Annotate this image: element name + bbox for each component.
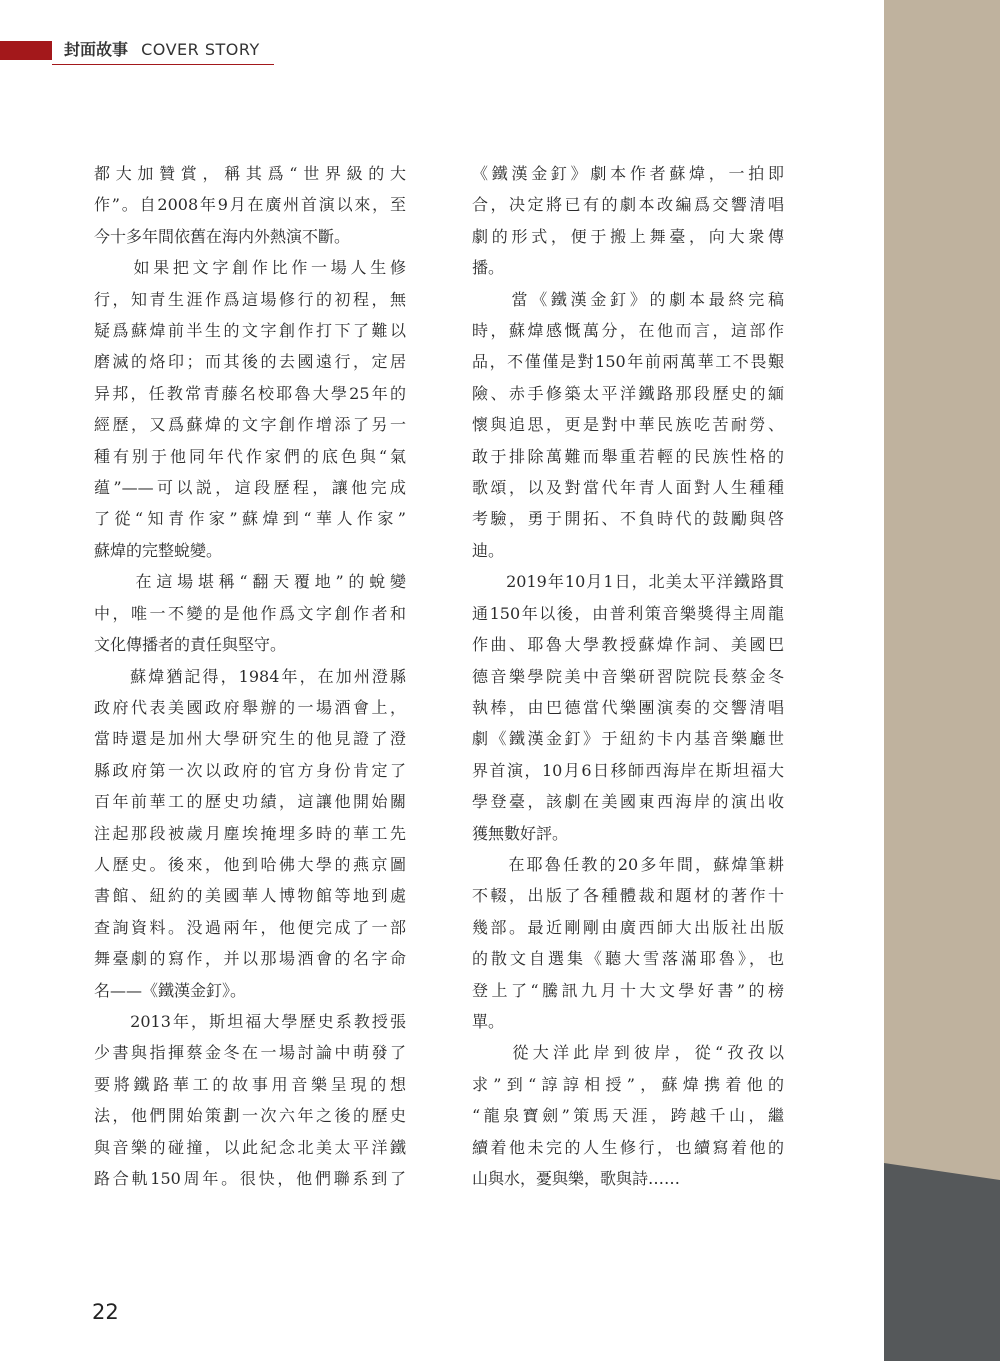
text-line: 在耶魯任教的20多年間，蘇煒筆耕 bbox=[472, 854, 784, 874]
text-line: 續着他未完的人生修行，也續寫着他的 bbox=[472, 1137, 784, 1157]
header-accent-bar bbox=[0, 41, 52, 60]
text-line: 山與水，憂與樂，歌與詩…… bbox=[472, 1169, 681, 1188]
text-line: 劇的形式，便于搬上舞臺，向大衆傳 bbox=[472, 226, 784, 246]
text-line: 求”到“諄諄相授”，蘇煒携着他的 bbox=[472, 1074, 784, 1094]
text-line: 都大加贊賞，稱其爲“世界級的大 bbox=[94, 164, 406, 183]
text-line: 合，决定將已有的劇本改編爲交響清唱 bbox=[472, 195, 784, 215]
text-line: 界首演，10月6日移師西海岸在斯坦福大 bbox=[472, 760, 784, 780]
text-line: 種有别于他同年代作家們的底色與“氣 bbox=[94, 446, 406, 466]
text-line: 查詢資料。没過兩年，他便完成了一部 bbox=[94, 917, 406, 937]
text-line: 名——《鐵漢金釘》。 bbox=[94, 980, 247, 1000]
text-line: 路合軌150周年。很快，他們聯系到了 bbox=[94, 1169, 406, 1188]
text-line: 《鐵漢金釘》劇本作者蘇煒，一拍即 bbox=[472, 164, 784, 183]
text-line: 2019年10月1日，北美太平洋鐵路貫 bbox=[472, 572, 784, 592]
text-line: 縣政府第一次以政府的官方身份肯定了 bbox=[94, 760, 406, 780]
text-line: 迪。 bbox=[472, 540, 505, 560]
article-column-left bbox=[94, 158, 406, 1194]
text-line: 百年前華工的歷史功績，這讓他開始關 bbox=[94, 792, 406, 812]
text-line: 劇《鐵漢金釘》于紐約卡内基音樂廳世 bbox=[472, 729, 784, 749]
text-line: 磨滅的烙印；而其後的去國遠行，定居 bbox=[94, 352, 406, 372]
text-line: 文化傳播者的責任與堅守。 bbox=[94, 635, 287, 655]
text-line: 作”。自2008年9月在廣州首演以來，至 bbox=[94, 195, 406, 215]
text-line: 登上了“騰訊九月十大文學好書”的榜 bbox=[472, 980, 784, 1000]
side-decoration-shape bbox=[884, 0, 1000, 1361]
text-line: 時，蘇煒感慨萬分，在他而言，這部作 bbox=[472, 321, 784, 341]
text-line: 當《鐵漢金釘》的劇本最終完稿 bbox=[472, 289, 784, 309]
text-line: 通150年以後，由普利策音樂獎得主周龍 bbox=[472, 603, 784, 623]
side-dark-wedge bbox=[884, 1163, 1000, 1361]
text-line: 德音樂學院美中音樂研習院院長蔡金冬 bbox=[472, 666, 784, 686]
text-line: 作曲、耶魯大學教授蘇煒作詞、美國巴 bbox=[472, 635, 784, 655]
text-line: 播。 bbox=[472, 258, 505, 278]
text-line: 不輟，出版了各種體裁和題材的著作十 bbox=[472, 886, 784, 906]
text-line: 如果把文字創作比作一場人生修 bbox=[94, 258, 406, 278]
text-line: 舞臺劇的寫作，并以那場酒會的名字命 bbox=[94, 949, 406, 969]
text-line: 中，唯一不變的是他作爲文字創作者和 bbox=[94, 603, 406, 623]
text-line: 了從“知青作家”蘇煒到“華人作家” bbox=[94, 509, 406, 529]
text-line: 執棒，由巴德當代樂團演奏的交響清唱 bbox=[472, 697, 784, 717]
text-line: 書館、紐約的美國華人博物館等地到處 bbox=[94, 886, 406, 906]
text-line: 人歷史。後來，他到哈佛大學的燕京圖 bbox=[94, 854, 406, 874]
text-line: 蘇煒的完整蛻變。 bbox=[94, 540, 223, 560]
text-line: 險、赤手修築太平洋鐵路那段歷史的緬 bbox=[472, 383, 784, 403]
text-line: 疑爲蘇煒前半生的文字創作打下了難以 bbox=[94, 321, 406, 341]
text-line: 在這場堪稱“翻天覆地”的蛻變 bbox=[94, 572, 406, 592]
text-line: 獲無數好評。 bbox=[472, 823, 569, 843]
text-line: 單。 bbox=[472, 1011, 505, 1031]
page-number: 22 bbox=[92, 1300, 119, 1324]
text-line: 考驗，勇于開拓、不負時代的鼓勵與啓 bbox=[472, 509, 784, 529]
text-line: 2013年，斯坦福大學歷史系教授張 bbox=[94, 1011, 406, 1031]
text-line: 學登臺，該劇在美國東西海岸的演出收 bbox=[472, 792, 784, 812]
text-line: 當時還是加州大學研究生的他見證了澄 bbox=[94, 729, 406, 749]
text-line: “龍泉寶劍”策馬天涯，跨越千山，繼 bbox=[472, 1106, 784, 1126]
text-line: 行，知青生涯作爲這場修行的初程，無 bbox=[94, 289, 406, 309]
text-line: 蕴”——可以説，這段歷程，讓他完成 bbox=[94, 478, 406, 498]
text-line: 與音樂的碰撞，以此紀念北美太平洋鐵 bbox=[94, 1137, 406, 1157]
section-title-en: COVER STORY bbox=[141, 40, 260, 59]
text-line: 今十多年間依舊在海内外熱演不斷。 bbox=[94, 226, 351, 246]
text-line: 幾部。最近剛剛由廣西師大出版社出版 bbox=[472, 917, 784, 937]
text-line: 歌頌，以及對當代年青人面對人生種種 bbox=[472, 478, 784, 498]
article-column-right bbox=[472, 158, 784, 1194]
text-line: 懷與追思，更是對中華民族吃苦耐勞、 bbox=[472, 415, 784, 435]
text-line: 經歷，又爲蘇煒的文字創作增添了另一 bbox=[94, 415, 406, 435]
text-line: 品，不僅僅是對150年前兩萬華工不畏艱 bbox=[472, 352, 784, 372]
section-header bbox=[64, 38, 260, 62]
text-line: 要將鐵路華工的故事用音樂呈現的想 bbox=[94, 1074, 406, 1094]
text-line: 敢于排除萬難而舉重若輕的民族性格的 bbox=[472, 446, 784, 466]
text-line: 從大洋此岸到彼岸，從“孜孜以 bbox=[472, 1043, 784, 1063]
text-line: 少書與指揮蔡金冬在一場討論中萌發了 bbox=[94, 1043, 406, 1063]
text-line: 法，他們開始策劃一次六年之後的歷史 bbox=[94, 1106, 406, 1126]
text-line: 异邦，任教常青藤名校耶魯大學25年的 bbox=[94, 383, 406, 403]
text-line: 蘇煒猶記得，1984年，在加州澄縣 bbox=[94, 666, 406, 686]
text-line: 注起那段被歲月塵埃掩埋多時的華工先 bbox=[94, 823, 406, 843]
text-line: 的散文自選集《聽大雪落滿耶魯》，也 bbox=[472, 949, 784, 969]
section-title-zh: 封面故事 bbox=[64, 40, 129, 59]
text-line: 政府代表美國政府舉辦的一場酒會上， bbox=[94, 697, 406, 717]
side-decoration-panel bbox=[884, 0, 1000, 1361]
header-rule bbox=[52, 64, 274, 65]
